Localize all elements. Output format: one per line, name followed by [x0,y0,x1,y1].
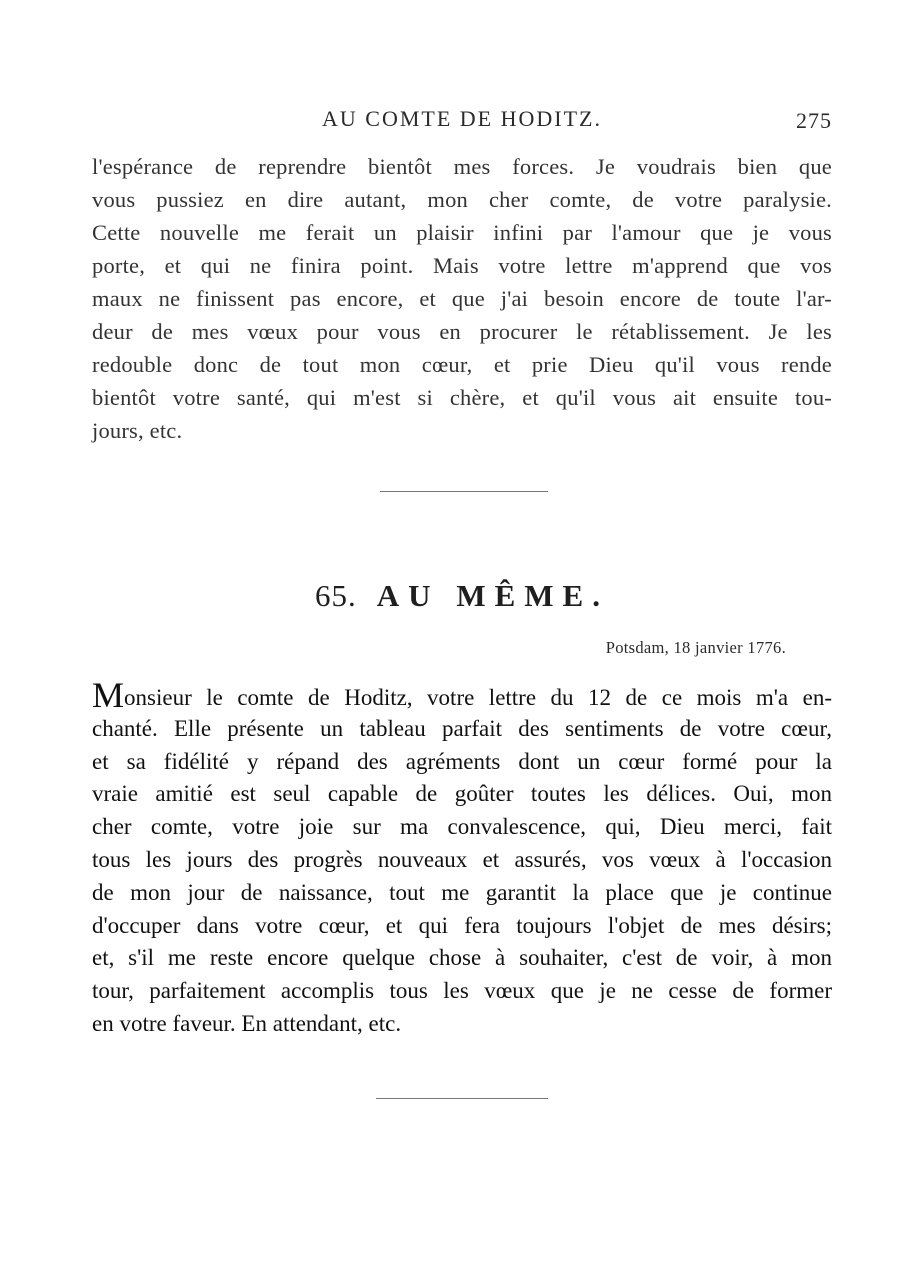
text-line: jours, etc. [92,418,183,443]
text-line: deur de mes vœux pour vous en procurer le rétablissement. Je les [92,319,832,344]
text-line: tous les jours des progrès nouveaux et assurés, vos vœux à l'occasion [92,846,832,872]
text-line-first [92,675,832,715]
text-line: Cette nouvelle me ferait un plaisir infini par l'amour que je vous [92,220,832,245]
running-title: AU COMTE DE HODITZ. [322,106,602,131]
text-line: et sa fidélité y répand des agréments dont un cœur formé pour la [92,748,832,774]
text-line: de mon jour de naissance, tout me garantit la place que je continue [92,879,832,905]
running-head [92,106,832,136]
initial-letter: M [92,675,125,715]
continued-letter-body [92,150,832,447]
text-line: l'espérance de reprendre bientôt mes forces. Je voudrais bien que [92,154,832,179]
text-line: en votre faveur. En attendant, etc. [92,1010,402,1036]
page-number: 275 [796,108,832,133]
text-line: vous pussiez en dire autant, mon cher comte, de votre paralysie. [92,187,832,212]
text-line: porte, et qui ne finira point. Mais votre lettre m'apprend que vos [92,253,832,278]
text-line: chanté. Elle présente un tableau parfait des sentiments de votre cœur, [92,715,832,741]
text-line: redouble donc de tout mon cœur, et prie Dieu qu'il vous rende [92,352,832,377]
section-divider [380,491,548,492]
section-divider [376,1098,548,1099]
letter-heading [92,578,832,614]
text-line: et, s'il me reste encore quelque chose à souhaiter, c'est de voir, à mon [92,945,832,971]
text-line: d'occuper dans votre cœur, et qui fera toujours l'objet de mes désirs; [92,912,832,938]
letter-body [92,675,832,1041]
text-line: maux ne finissent pas encore, et que j'ai besoin encore de toute l'ar- [92,286,832,311]
text-line: cher comte, votre joie sur ma convalescence, qui, Dieu merci, fait [92,814,832,840]
dateline: Potsdam, 18 janvier 1776. [605,638,786,657]
text-line: tour, parfaitement accomplis tous les vœux que je ne cesse de former [92,978,832,1004]
text-line: bientôt votre santé, qui m'est si chère, et qu'il vous ait ensuite tou- [92,385,832,410]
text-line: vraie amitié est seul capable de goûter toutes les délices. Oui, mon [92,781,832,807]
letter-number: 65. [315,578,357,613]
first-line-text: onsieur le comte de Hoditz, votre lettre du 12 de ce mois m'a en- [124,685,832,710]
letter-title: AU MÊME. [376,578,609,613]
